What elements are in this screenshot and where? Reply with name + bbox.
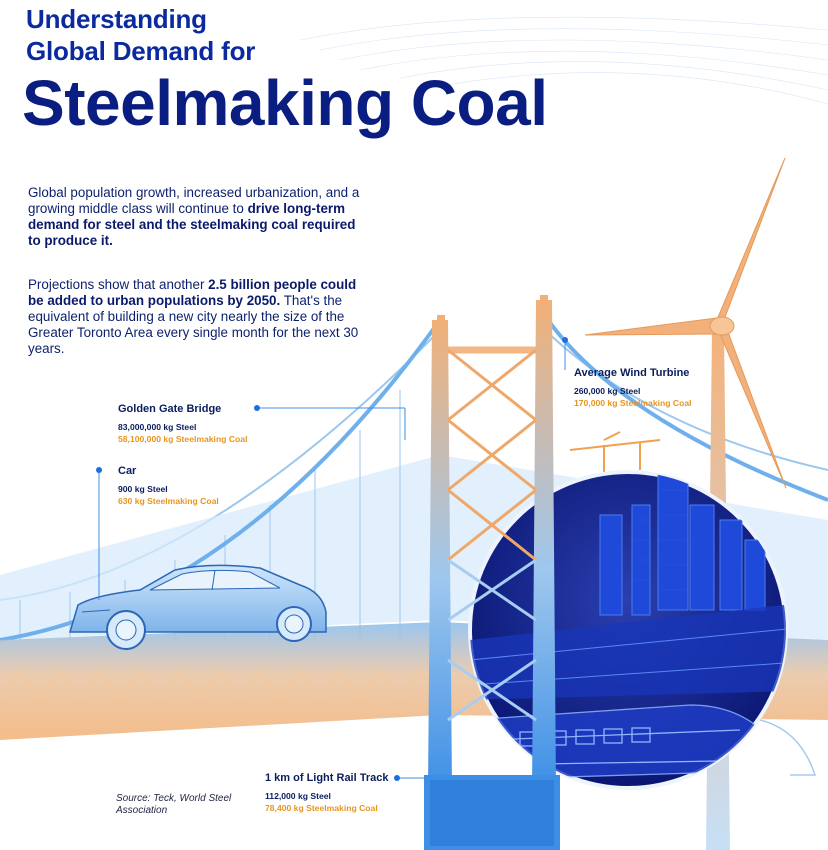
callout-light-rail-title: 1 km of Light Rail Track bbox=[265, 772, 389, 784]
callout-car-coal: 630 kg Steelmaking Coal bbox=[118, 496, 219, 506]
callout-wind-turbine-title: Average Wind Turbine bbox=[574, 367, 690, 379]
title-line-3: Steelmaking Coal bbox=[22, 67, 548, 139]
callout-wind-turbine-coal: 170,000 kg Steelmaking Coal bbox=[574, 398, 692, 408]
intro-paragraph-2 bbox=[28, 277, 368, 357]
intro-p2-text-end: That's the equivalent of building a new city nearly the size of the Greater Toronto Area every single month for the next 30 years. bbox=[28, 293, 359, 356]
callout-car-steel: 900 kg Steel bbox=[118, 484, 168, 494]
intro-paragraph-1 bbox=[28, 185, 368, 249]
train-icon bbox=[470, 705, 790, 780]
callout-light-rail bbox=[265, 772, 388, 814]
callout-golden-gate bbox=[118, 403, 247, 445]
callout-golden-gate-steel: 83,000,000 kg Steel bbox=[118, 422, 197, 432]
intro-p1-text: Global population growth, increased urbanization, and a growing middle class will continue to bbox=[28, 185, 360, 216]
source-note: Source: Teck, World Steel Association bbox=[116, 793, 232, 816]
callout-light-rail-coal: 78,400 kg Steelmaking Coal bbox=[265, 803, 378, 813]
intro-p2-text: Projections show that another bbox=[28, 277, 209, 292]
callout-wind-turbine-steel: 260,000 kg Steel bbox=[574, 386, 641, 396]
callout-car bbox=[118, 465, 219, 507]
callout-car-title: Car bbox=[118, 465, 137, 477]
intro-p1-bold: drive long-term demand for steel and the steelmaking coal required to produce it. bbox=[28, 201, 356, 248]
callout-golden-gate-coal: 58,100,000 kg Steelmaking Coal bbox=[118, 434, 248, 444]
callout-golden-gate-title: Golden Gate Bridge bbox=[118, 403, 222, 415]
intro-p2-bold: 2.5 billion people could be added to urban populations by 2050. bbox=[28, 277, 357, 308]
title-line-1: Understanding bbox=[26, 4, 207, 34]
callout-light-rail-steel: 112,000 kg Steel bbox=[265, 791, 331, 801]
callout-wind-turbine bbox=[574, 367, 692, 409]
title-line-2: Global Demand for bbox=[26, 36, 256, 66]
